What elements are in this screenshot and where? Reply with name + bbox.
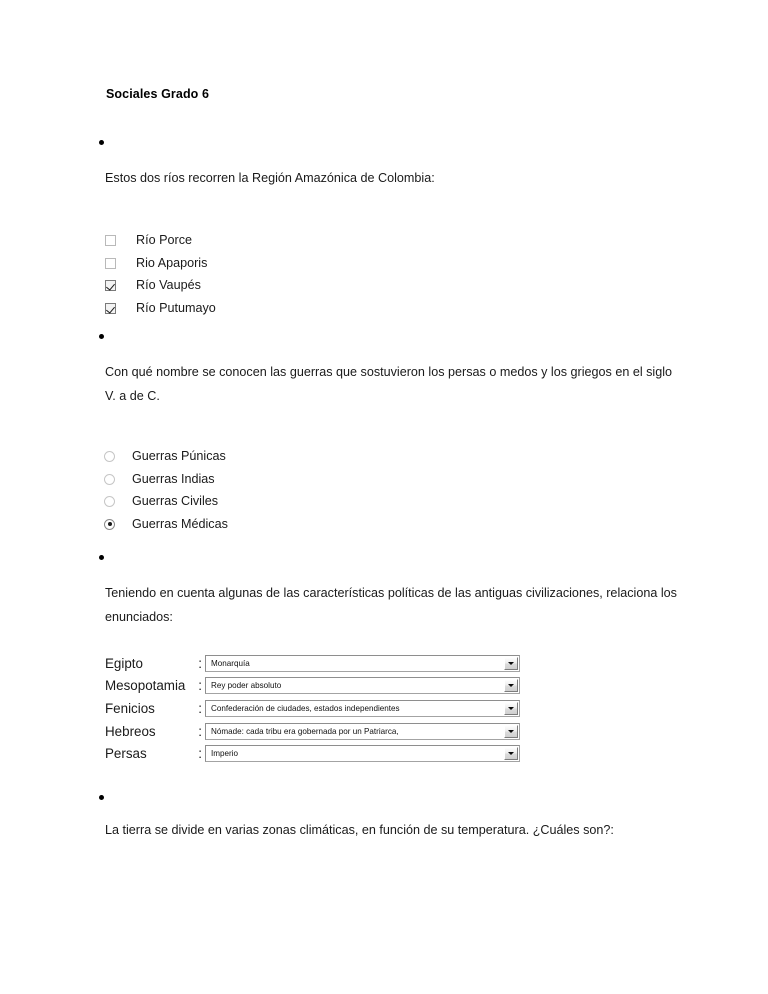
- matching-colon: :: [198, 723, 202, 739]
- radio-option-guerras-punicas[interactable]: [104, 445, 226, 467]
- radio-option-guerras-indias[interactable]: [104, 468, 215, 490]
- matching-label: Hebreos: [105, 723, 156, 739]
- radio-option-guerras-civiles[interactable]: [104, 490, 218, 512]
- radio-icon-selected[interactable]: [104, 519, 115, 530]
- question-bullet-2: [99, 334, 104, 339]
- matching-label: Mesopotamia: [105, 678, 186, 694]
- question-bullet-3: [99, 555, 104, 560]
- chevron-down-icon[interactable]: [504, 702, 518, 715]
- chevron-down-icon[interactable]: [504, 679, 518, 692]
- question-bullet-1: [99, 140, 104, 145]
- matching-row-egipto: [105, 652, 520, 675]
- dropdown-selected-value: Monarquía: [211, 658, 250, 668]
- matching-label: Fenicios: [105, 700, 155, 716]
- checkbox-option-label: Rio Apaporis: [136, 256, 208, 270]
- matching-row-hebreos: [105, 720, 520, 743]
- checkbox-icon-checked[interactable]: [105, 280, 116, 291]
- matching-row-persas: [105, 742, 520, 765]
- question-prompt-3: Teniendo en cuenta algunas de las características políticas de las antiguas civilizaciones, relaciona los enunciados:: [105, 586, 677, 624]
- checkbox-icon-unchecked[interactable]: [105, 258, 116, 269]
- radio-option-guerras-medicas[interactable]: [104, 513, 228, 535]
- radio-icon-unselected[interactable]: [104, 451, 115, 462]
- radio-option-label: Guerras Indias: [132, 472, 215, 486]
- checkbox-option-label: Río Vaupés: [136, 278, 201, 292]
- question-prompt-4: La tierra se divide en varias zonas climáticas, en función de su temperatura. ¿Cuáles son?:: [105, 823, 614, 837]
- matching-colon: :: [198, 678, 202, 694]
- checkbox-icon-unchecked[interactable]: [105, 235, 116, 246]
- dropdown-mesopotamia[interactable]: [205, 677, 520, 694]
- dropdown-hebreos[interactable]: [205, 723, 520, 740]
- dropdown-selected-value: Imperio: [211, 749, 238, 759]
- checkbox-option-label: Río Putumayo: [136, 301, 216, 315]
- checkbox-option-rio-porce[interactable]: [105, 229, 192, 251]
- question-bullet-4: [99, 795, 104, 800]
- radio-option-label: Guerras Púnicas: [132, 449, 226, 463]
- matching-label: Egipto: [105, 655, 143, 671]
- radio-icon-unselected[interactable]: [104, 474, 115, 485]
- matching-dropdown-group: [105, 652, 520, 765]
- checkbox-icon-checked[interactable]: [105, 303, 116, 314]
- radio-option-label: Guerras Civiles: [132, 494, 219, 508]
- dropdown-egipto[interactable]: [205, 655, 520, 672]
- question-prompt-1: Estos dos ríos recorren la Región Amazónica de Colombia:: [105, 171, 435, 185]
- matching-row-mesopotamia: [105, 675, 520, 698]
- question-prompt-2: Con qué nombre se conocen las guerras que sostuvieron los persas o medos y los griegos en el siglo V. a de C.: [105, 365, 673, 403]
- dropdown-selected-value: Rey poder absoluto: [211, 681, 282, 691]
- checkbox-option-rio-vaupes[interactable]: [105, 274, 201, 296]
- chevron-down-icon[interactable]: [504, 657, 518, 670]
- matching-row-fenicios: [105, 697, 520, 720]
- checkbox-option-label: Río Porce: [136, 233, 192, 247]
- radio-icon-unselected[interactable]: [104, 496, 115, 507]
- dropdown-selected-value: Confederación de ciudades, estados independientes: [211, 703, 400, 713]
- checkbox-option-rio-putumayo[interactable]: [105, 297, 216, 319]
- matching-label: Persas: [105, 746, 147, 762]
- dropdown-fenicios[interactable]: [205, 700, 520, 717]
- dropdown-selected-value: Nómade: cada tribu era gobernada por un Patriarca,: [211, 726, 399, 736]
- matching-colon: :: [198, 746, 202, 762]
- chevron-down-icon[interactable]: [504, 725, 518, 738]
- page-title: Sociales Grado 6: [106, 87, 210, 101]
- checkbox-option-rio-apaporis[interactable]: [105, 252, 207, 274]
- dropdown-persas[interactable]: [205, 745, 520, 762]
- radio-option-label: Guerras Médicas: [132, 517, 228, 531]
- matching-colon: :: [198, 655, 202, 671]
- chevron-down-icon[interactable]: [504, 747, 518, 760]
- matching-colon: :: [198, 700, 202, 716]
